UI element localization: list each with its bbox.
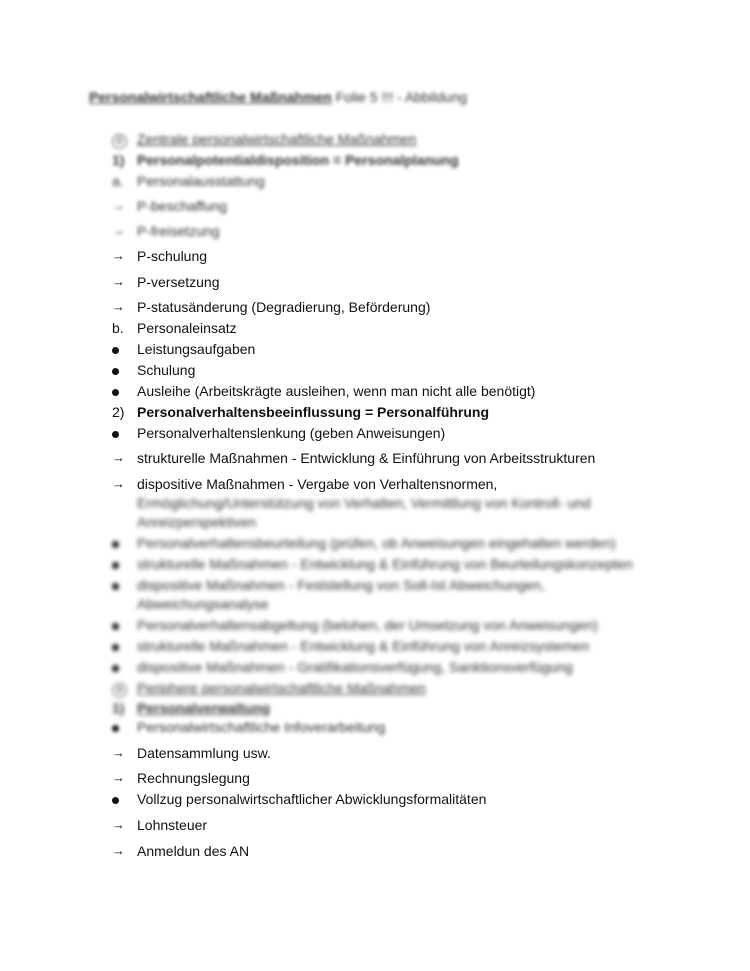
bullet-icon bbox=[112, 555, 134, 573]
bullet-icon bbox=[112, 424, 134, 442]
page-title bbox=[89, 89, 467, 105]
arrow-icon: → bbox=[112, 770, 125, 785]
bullet-icon bbox=[112, 382, 134, 400]
arrow-icon: → bbox=[112, 248, 125, 263]
arrow-icon: → bbox=[112, 817, 125, 832]
bullet-icon bbox=[112, 340, 134, 358]
bullet-icon bbox=[112, 361, 134, 379]
number-marker: 1) bbox=[112, 700, 125, 716]
bullet-icon bbox=[112, 616, 134, 634]
number-marker: 2) bbox=[112, 404, 125, 420]
bullet-icon bbox=[112, 658, 134, 676]
number-marker: 1) bbox=[112, 152, 125, 168]
list-item-continuation: Abweichungsanalyse bbox=[137, 596, 269, 612]
arrow-icon: → bbox=[112, 450, 125, 465]
letter-marker: a. bbox=[112, 173, 124, 189]
arrow-icon: → bbox=[112, 843, 125, 858]
title-main: Personalwirtschaftliche Maßnahmen bbox=[89, 89, 332, 105]
document-page: Personalwirtschaftliche Maßnahmen Folie 5 !!! - Abbildung ① Zentrale personalwirtschaftliche Maßnahmen 1) Personalpotentialdisposition = Personalplanung a. Personalausstattung → P-beschaffung → P-freisetzung → P-schulung → P-versetzung → P-statusänderung (Degradierung, Beförderung) b. Personaleinsatz Leistungsaufgaben Schulung Ausleihe (Arbeitskrägte ausleihen, wenn man nicht alle benötigt) 2) Personalverhaltensbeeinflussung = Personalführung Personalverhaltenslenkung (geben Anweisungen) → strukturelle Maßnahmen - Entwicklung & Einführung von Arbeitsstrukturen → dispositive Maßnahmen - Vergabe von Verhaltensnormen, Ermöglichung/Unterstützung von Verhalten, Vermittlung von Kontroll- und Anreizperspektiven Personalverhaltensbeurteilung (prüfen, ob Anweisungen eingehalten werden) strukturelle Maßnahmen - Entwicklung & Einführung von Beurteilungskonzepten dispositive Maßnahmen - Feststellung von Soll-Ist Abweichungen, Abweichungsanalyse Personalverhaltensabgeltung (belohen, der Umsetzung von Anweisungen) strukturelle Maßnahmen - Entwicklung & Einführung von Anreizsystemen dispositive Maßnahmen - Gratifikationsverfügung, Sanktionsverfügung ② Periphere personalwirtschaftliche Maßnahmen 1) Personalverwaltung Personalwirtschaftliche Infoverarbeitung → Datensammlung usw. → Rechnungslegung Vollzug personalwirtschaftlicher Abwicklungsformalitäten → Lohnsteuer → Anmeldun des AN bbox=[89, 89, 633, 859]
list-item-continuation: Ermöglichung/Unterstützung von Verhalten, Vermittlung von Kontroll- und bbox=[137, 495, 591, 511]
circled-number-marker: ② bbox=[112, 679, 134, 698]
arrow-icon: → bbox=[112, 299, 125, 314]
bullet-icon bbox=[112, 637, 134, 655]
arrow-icon: → bbox=[112, 198, 125, 213]
title-suffix: Folie 5 !!! - Abbildung bbox=[331, 89, 468, 105]
list-item-continuation: Anreizperspektiven bbox=[137, 514, 257, 530]
letter-marker: b. bbox=[112, 320, 124, 336]
bullet-icon bbox=[112, 718, 134, 736]
circled-number-marker: ① bbox=[112, 130, 134, 149]
arrow-icon: → bbox=[112, 745, 125, 760]
bullet-icon bbox=[112, 790, 134, 808]
bullet-icon bbox=[112, 576, 134, 594]
arrow-icon: → bbox=[112, 274, 125, 289]
arrow-icon: → bbox=[112, 476, 125, 491]
arrow-icon: → bbox=[112, 223, 125, 238]
bullet-icon bbox=[112, 534, 134, 552]
